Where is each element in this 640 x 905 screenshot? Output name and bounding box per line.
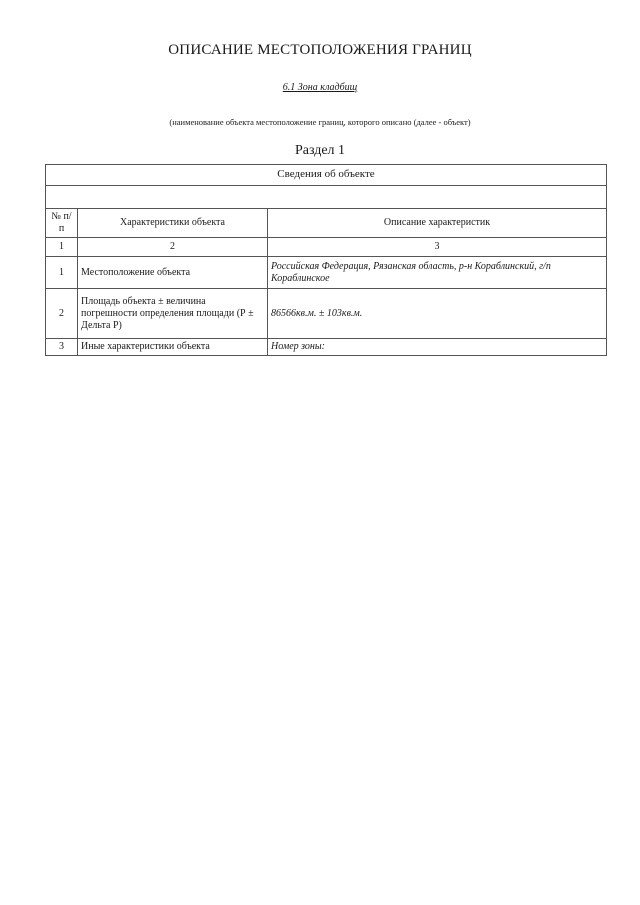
table-index-row [46,238,607,257]
index-cell: 2 [78,238,268,257]
row-number: 1 [46,257,78,289]
row-number: 3 [46,339,78,356]
header-description: Описание характеристик [268,209,607,238]
table-caption: Сведения об объекте [46,165,607,186]
row-number: 2 [46,289,78,339]
table-caption-row [46,165,607,186]
row-description: Номер зоны: [268,339,607,356]
row-characteristic: Иные характеристики объекта [78,339,268,356]
table-row [46,339,607,356]
index-cell: 3 [268,238,607,257]
header-characteristic: Характеристики объекта [78,209,268,238]
object-info-table [45,164,607,356]
header-number: № п/п [46,209,78,238]
section-title: Раздел 1 [294,143,346,158]
row-characteristic: Площадь объекта ± величина погрешности определения площади (Р ± Дельта Р) [78,289,268,339]
table-header-row [46,209,607,238]
object-name-caption: (наименование объекта местоположение границ, которого описано (далее - объект) [169,117,471,127]
table-row [46,257,607,289]
row-characteristic: Местоположение объекта [78,257,268,289]
row-description: Российская Федерация, Рязанская область, р-н Кораблинский, г/п Кораблинское [268,257,607,289]
table-spacer-row [46,186,607,209]
table-row [46,289,607,339]
index-cell: 1 [46,238,78,257]
object-name: 6.1 Зона кладбищ [282,82,358,93]
page-title: ОПИСАНИЕ МЕСТОПОЛОЖЕНИЯ ГРАНИЦ [168,42,472,58]
table-spacer-cell [46,186,607,209]
row-description: 86566кв.м. ± 103кв.м. [268,289,607,339]
